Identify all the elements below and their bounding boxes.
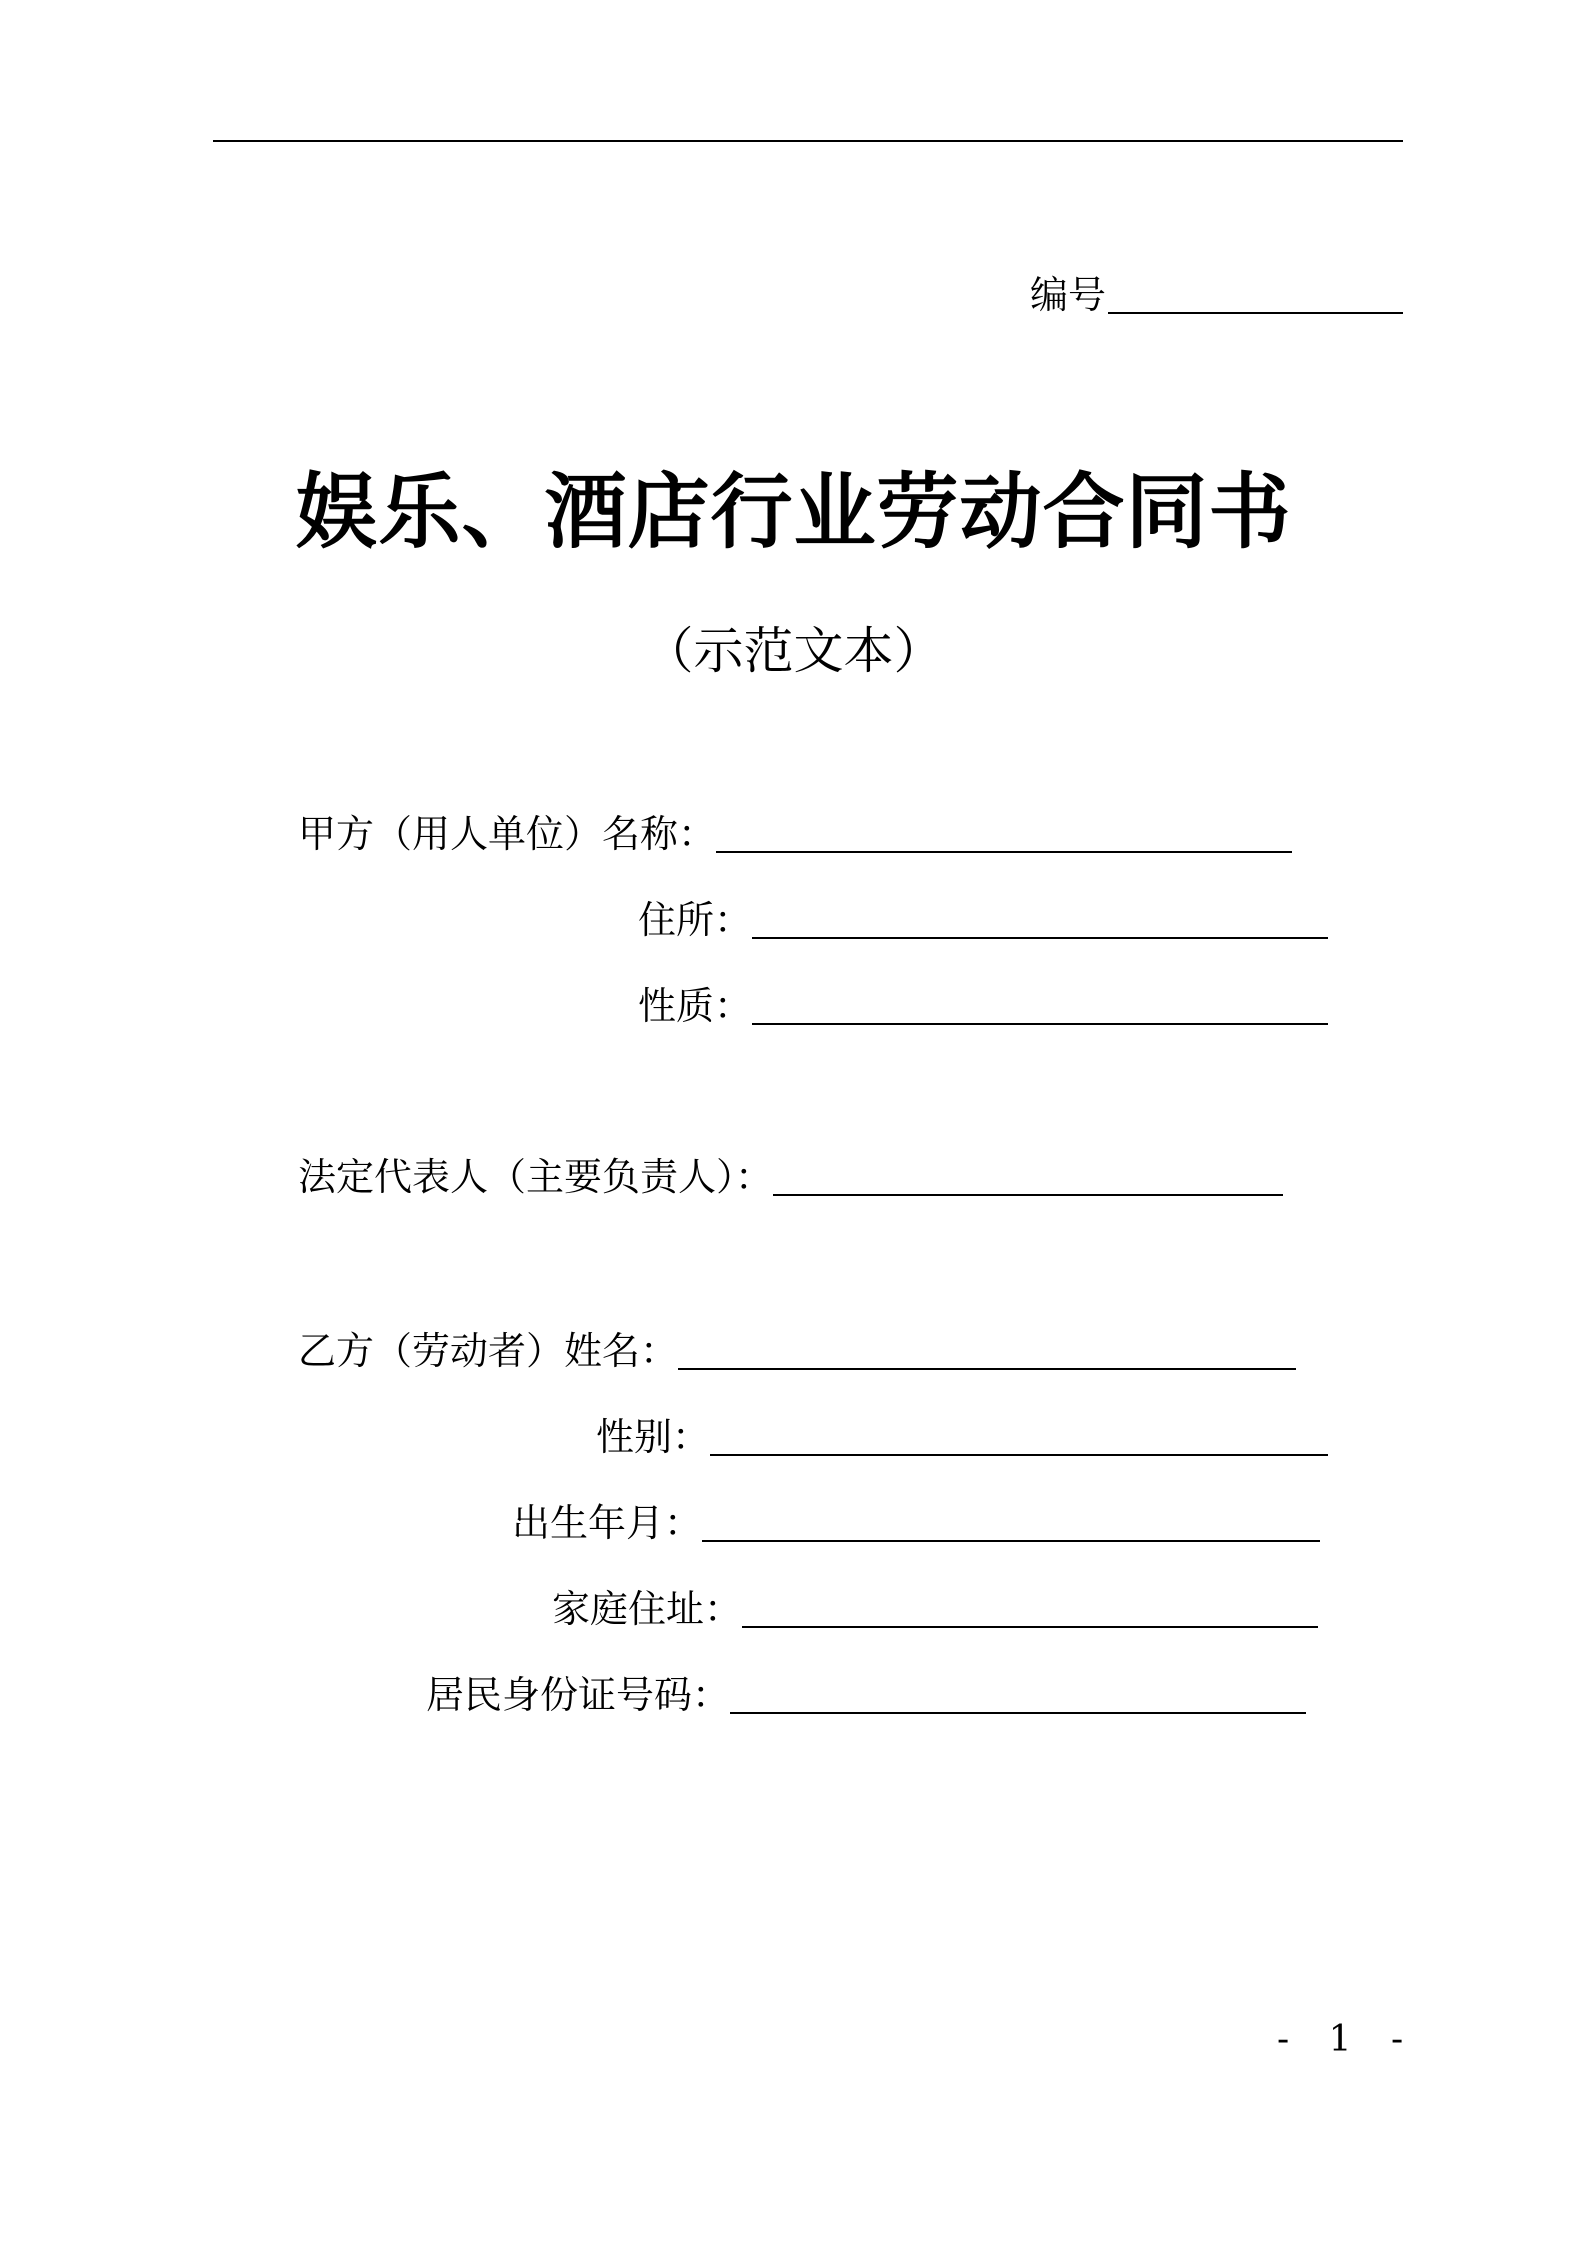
party-b-name-label: 乙方（劳动者）姓名：	[298, 1329, 679, 1373]
serial-number-blank[interactable]	[1108, 312, 1403, 314]
party-b-birth-blank[interactable]	[702, 1540, 1320, 1542]
party-a-nature-label: 性质：	[638, 984, 753, 1028]
party-b-home-address-field	[552, 1587, 1318, 1631]
party-a-address-field	[638, 898, 1328, 942]
document-subtitle: （示范文本）	[643, 622, 944, 680]
party-a-name-label: 甲方（用人单位）名称：	[298, 812, 717, 856]
party-b-gender-label: 性别：	[596, 1415, 711, 1459]
party-a-name-blank[interactable]	[716, 851, 1292, 853]
party-b-birth-label: 出生年月：	[512, 1501, 703, 1545]
party-b-id-number-blank[interactable]	[730, 1712, 1306, 1714]
party-b-id-number-label: 居民身份证号码：	[426, 1673, 731, 1717]
party-b-home-address-blank[interactable]	[742, 1626, 1318, 1628]
party-b-name-field	[298, 1329, 1296, 1373]
party-b-gender-field	[596, 1415, 1328, 1459]
document-title: 娱乐、酒店行业劳动合同书	[295, 465, 1292, 560]
legal-representative-field	[298, 1155, 1283, 1199]
serial-number-field	[1029, 273, 1403, 317]
party-a-address-label: 住所：	[638, 898, 753, 942]
party-b-name-blank[interactable]	[678, 1368, 1296, 1370]
party-b-birth-field	[512, 1501, 1320, 1545]
party-a-nature-blank[interactable]	[752, 1023, 1328, 1025]
party-b-gender-blank[interactable]	[710, 1454, 1328, 1456]
legal-representative-blank[interactable]	[773, 1194, 1283, 1196]
party-b-home-address-label: 家庭住址：	[552, 1587, 743, 1631]
party-a-nature-field	[638, 984, 1328, 1028]
party-b-id-number-field	[426, 1673, 1306, 1717]
serial-number-label: 编号	[1029, 273, 1106, 317]
header-rule	[213, 140, 1403, 142]
party-a-address-blank[interactable]	[752, 937, 1328, 939]
page-number: - 1 -	[1277, 2019, 1418, 2060]
party-a-name-field	[298, 812, 1292, 856]
legal-representative-label: 法定代表人（主要负责人）：	[298, 1155, 774, 1199]
